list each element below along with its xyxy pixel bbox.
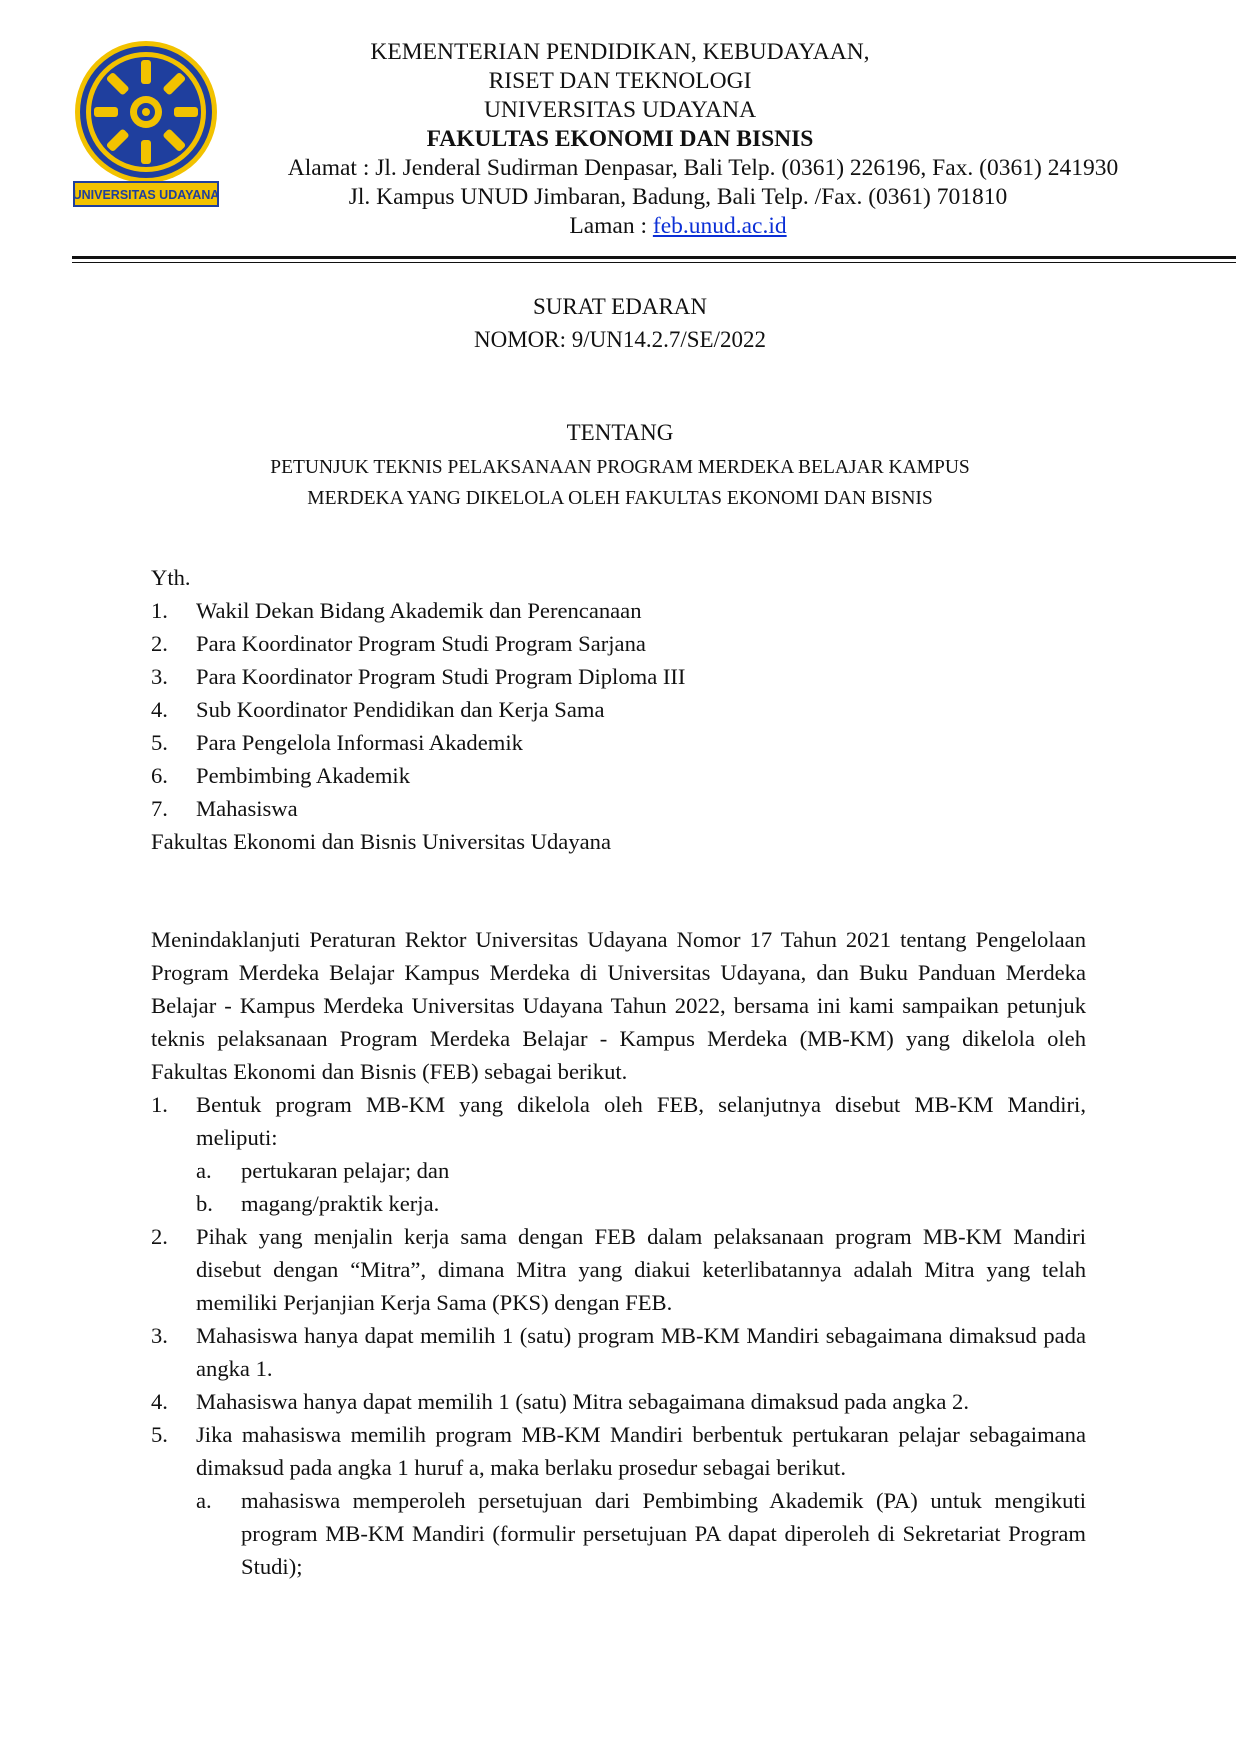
university-name: UNIVERSITAS UDAYANA <box>483 97 757 123</box>
letterhead-divider-thin <box>72 262 1236 263</box>
subject-line-1: PETUNJUK TEKNIS PELAKSANAAN PROGRAM MERDEKA BELAJAR KAMPUS <box>270 457 970 478</box>
recipient-item: 6. Pembimbing Akademik <box>151 763 411 788</box>
website-line <box>0 212 1240 241</box>
subject-line-2: MERDEKA YANG DIKELOLA OLEH FAKULTAS EKONOMI DAN BISNIS <box>307 488 933 509</box>
recipients-block <box>151 561 1086 858</box>
website-link[interactable]: feb.unud.ac.id <box>652 213 787 239</box>
recipient-item: 3. Para Koordinator Program Studi Program Diploma III <box>151 664 686 689</box>
recipient-item: 5. Para Pengelola Informasi Akademik <box>151 730 523 755</box>
address-line-2: Jl. Kampus UNUD Jimbaran, Badung, Bali Telp. /Fax. (0361) 701810 <box>348 184 1008 210</box>
ministry-line-2: RISET DAN TEKNOLOGI <box>488 68 752 94</box>
salutation: Yth. <box>151 565 191 590</box>
letter-title: SURAT EDARAN <box>532 294 708 319</box>
address-line-1: Alamat : Jl. Jenderal Sudirman Denpasar, Bali Telp. (0361) 226196, Fax. (0361) 241930 <box>287 155 1119 181</box>
recipient-closing: Fakultas Ekonomi dan Bisnis Universitas Udayana <box>151 829 611 854</box>
website-label: Laman : <box>569 213 653 239</box>
sub-point-item: b. magang/praktik kerja. <box>196 1191 440 1216</box>
recipient-item: 7. Mahasiswa <box>151 796 298 821</box>
point-item: 3. Mahasiswa hanya dapat memilih 1 (satu) program MB-KM Mandiri sebagaimana dimaksud pada angka 1. <box>151 1323 1086 1381</box>
subject-label: TENTANG <box>566 420 674 445</box>
intro-paragraph: Menindaklanjuti Peraturan Rektor Universitas Udayana Nomor 17 Tahun 2021 tentang Pengelolaan Program Merdeka Belajar Kampus Merdeka di Universitas Udayana, dan Buku Panduan Merdeka Belajar - Kampus Merdeka Universitas Udayana Tahun 2022, bersama ini kami sampaikan petunjuk teknis pelaksanaan Program Merdeka Belajar - Kampus Merdeka (MB-KM) yang dikelola oleh Fakultas Ekonomi dan Bisnis (FEB) sebagai berikut. <box>151 927 1086 1084</box>
recipient-item: 2. Para Koordinator Program Studi Program Sarjana <box>151 631 646 656</box>
recipient-item: 4. Sub Koordinator Pendidikan dan Kerja Sama <box>151 697 605 722</box>
point-item: 5. Jika mahasiswa memilih program MB-KM Mandiri berbentuk pertukaran pelajar sebagaimana dimaksud pada angka 1 huruf a, maka berlaku prosedur sebagai berikut. <box>151 1422 1086 1480</box>
point-item: 1. Bentuk program MB-KM yang dikelola oleh FEB, selanjutnya disebut MB-KM Mandiri, meliputi: <box>151 1092 1086 1150</box>
ministry-line-1: KEMENTERIAN PENDIDIKAN, KEBUDAYAAN, <box>370 39 870 65</box>
recipient-item: 1. Wakil Dekan Bidang Akademik dan Perencanaan <box>151 598 642 623</box>
letter-number: NOMOR: 9/UN14.2.7/SE/2022 <box>474 327 766 352</box>
letter-body <box>151 923 1086 1583</box>
faculty-name: FAKULTAS EKONOMI DAN BISNIS <box>426 126 814 152</box>
point-item: 4. Mahasiswa hanya dapat memilih 1 (satu) Mitra sebagaimana dimaksud pada angka 2. <box>151 1389 969 1414</box>
letterhead <box>0 38 1240 241</box>
point-item: 2. Pihak yang menjalin kerja sama dengan FEB dalam pelaksanaan program MB-KM Mandiri disebut dengan “Mitra”, dimana Mitra yang diakui keterlibatannya adalah Mitra yang telah memiliki Perjanjian Kerja Sama (PKS) dengan FEB. <box>151 1224 1086 1315</box>
letterhead-divider-thick <box>72 256 1236 259</box>
sub-point-item: a. pertukaran pelajar; dan <box>196 1158 450 1183</box>
sub-point-item: a. mahasiswa memperoleh persetujuan dari Pembimbing Akademik (PA) untuk mengikuti program MB-KM Mandiri (formulir persetujuan PA dapat diperoleh di Sekretariat Program Studi); <box>196 1488 1086 1579</box>
svg-text:UNIVERSITAS UDAYANA: UNIVERSITAS UDAYANA <box>72 188 220 202</box>
